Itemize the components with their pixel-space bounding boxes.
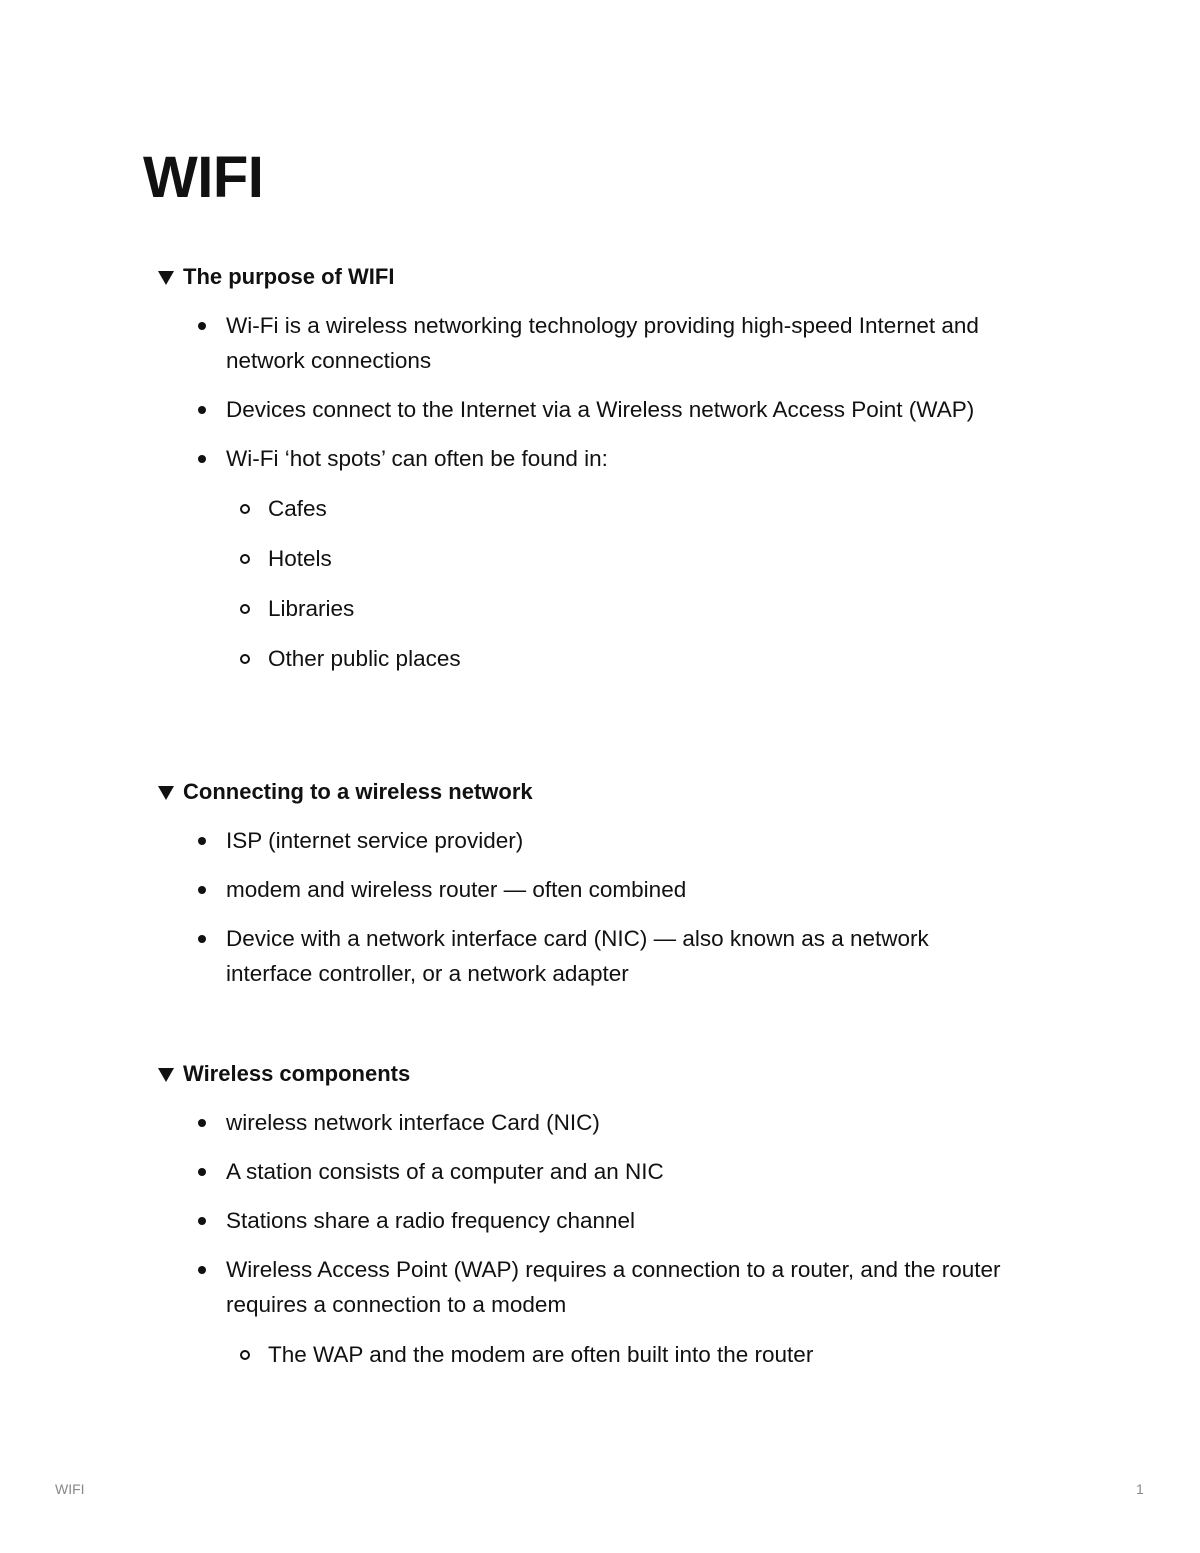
toggle-section-purpose [158,262,1058,676]
list-item [158,1252,1006,1322]
sub-list-item [158,641,1058,676]
section-title: Wireless components [183,1061,411,1086]
sub-list-item [158,541,1058,576]
circle-bullet-icon [240,654,250,664]
sub-list-item-text: Cafes [268,496,327,521]
sub-list-item [158,491,1058,526]
list-item [158,921,986,991]
list-item [158,392,1026,427]
list-item-text: ISP (internet service provider) [226,828,524,853]
bullet-icon [198,886,206,894]
list-item [158,872,1026,907]
list-item [158,1203,1026,1238]
list-item-text: Device with a network interface card (NIC) — also known as a network interface controller, or a network adapter [226,926,929,986]
bullet-icon [198,322,206,330]
list-item-text: Wi-Fi is a wireless networking technology providing high-speed Internet and network connections [226,313,979,373]
bullet-icon [198,837,206,845]
bullet-list [158,823,1058,991]
list-item-text: Wi-Fi ‘hot spots’ can often be found in: [226,446,608,471]
list-item-text: wireless network interface Card (NIC) [226,1110,600,1135]
list-item-text: Stations share a radio frequency channel [226,1208,636,1233]
circle-bullet-icon [240,1350,250,1360]
sub-list-item-text: Hotels [268,546,332,571]
triangle-down-icon[interactable] [158,271,174,285]
sub-list-item-text: Other public places [268,646,461,671]
list-item [158,441,1026,476]
bullet-list [158,308,1058,676]
section-header-purpose[interactable] [158,262,1058,292]
list-item-text: A station consists of a computer and an NIC [226,1159,664,1184]
footer-page-number: 1 [1136,1481,1144,1497]
triangle-down-icon[interactable] [158,786,174,800]
bullet-icon [198,1168,206,1176]
circle-bullet-icon [240,554,250,564]
circle-bullet-icon [240,604,250,614]
section-header-connecting[interactable] [158,777,1058,807]
sub-list-item [158,1337,1058,1372]
page-title: WIFI [143,145,264,210]
circle-bullet-icon [240,504,250,514]
sub-list-item-text: Libraries [268,596,355,621]
list-item [158,823,1026,858]
bullet-icon [198,455,206,463]
sub-list-item-text: The WAP and the modem are often built into the router [268,1342,814,1367]
toggle-section-components [158,1059,1058,1372]
list-item-text: modem and wireless router — often combined [226,877,687,902]
bullet-icon [198,1119,206,1127]
bullet-icon [198,935,206,943]
section-title: The purpose of WIFI [183,264,395,289]
bullet-icon [198,406,206,414]
list-item [158,308,1026,378]
bullet-icon [198,1217,206,1225]
section-title: Connecting to a wireless network [183,779,533,804]
list-item-text: Wireless Access Point (WAP) requires a connection to a router, and the router requires a connection to a modem [226,1257,1001,1317]
triangle-down-icon[interactable] [158,1068,174,1082]
toggle-section-connecting [158,777,1058,991]
bullet-icon [198,1266,206,1274]
list-item [158,1105,1026,1140]
footer-doc-name: WIFI [55,1481,85,1497]
list-item [158,1154,1026,1189]
sub-list-item [158,591,1058,626]
bullet-list [158,1105,1058,1372]
section-header-components[interactable] [158,1059,1058,1089]
list-item-text: Devices connect to the Internet via a Wireless network Access Point (WAP) [226,397,975,422]
